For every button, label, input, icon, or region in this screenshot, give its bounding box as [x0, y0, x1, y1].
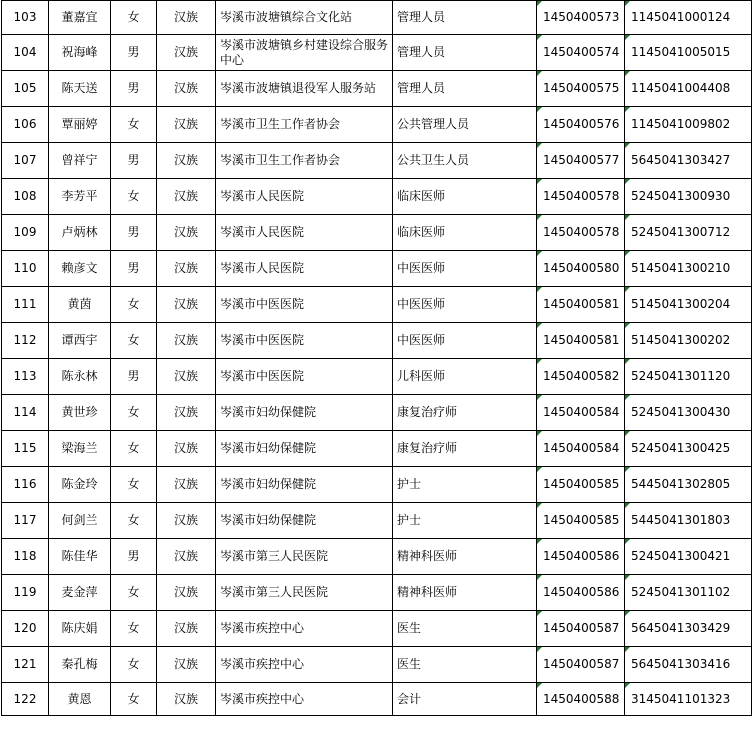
unit-cell: 岑溪市中医医院	[216, 323, 393, 359]
roster-table	[1, 0, 752, 716]
ethnicity-cell: 汉族	[157, 359, 216, 395]
name-cell: 秦孔梅	[49, 647, 111, 683]
ethnicity-cell: 汉族	[157, 503, 216, 539]
gender-cell: 女	[111, 467, 157, 503]
position-code-cell: 1450400581	[537, 287, 625, 323]
position-cell: 临床医师	[393, 179, 537, 215]
exam-id-cell: 5645041303429	[625, 611, 752, 647]
unit-cell: 岑溪市妇幼保健院	[216, 467, 393, 503]
ethnicity-cell: 汉族	[157, 179, 216, 215]
position-code-cell: 1450400584	[537, 431, 625, 467]
table-row	[2, 35, 752, 71]
name-cell: 覃丽婷	[49, 107, 111, 143]
ethnicity-cell: 汉族	[157, 251, 216, 287]
exam-id-cell: 1145041000124	[625, 1, 752, 35]
gender-cell: 女	[111, 179, 157, 215]
ethnicity-cell: 汉族	[157, 323, 216, 359]
ethnicity-cell: 汉族	[157, 1, 216, 35]
name-cell: 卢炳林	[49, 215, 111, 251]
table-row	[2, 179, 752, 215]
gender-cell: 女	[111, 503, 157, 539]
table-row	[2, 503, 752, 539]
table-row	[2, 575, 752, 611]
name-cell: 陈永林	[49, 359, 111, 395]
ethnicity-cell: 汉族	[157, 143, 216, 179]
ethnicity-cell: 汉族	[157, 395, 216, 431]
table-row	[2, 611, 752, 647]
table-row	[2, 431, 752, 467]
exam-id-cell: 1145041009802	[625, 107, 752, 143]
name-cell: 麦金萍	[49, 575, 111, 611]
ethnicity-cell: 汉族	[157, 215, 216, 251]
row-number-cell: 122	[2, 683, 49, 716]
position-code-cell: 1450400587	[537, 647, 625, 683]
position-cell: 护士	[393, 467, 537, 503]
unit-cell: 岑溪市波塘镇综合文化站	[216, 1, 393, 35]
position-cell: 康复治疗师	[393, 395, 537, 431]
exam-id-cell: 5145041300204	[625, 287, 752, 323]
table-row	[2, 539, 752, 575]
exam-id-cell: 5645041303427	[625, 143, 752, 179]
table-row	[2, 647, 752, 683]
exam-id-cell: 5145041300210	[625, 251, 752, 287]
gender-cell: 女	[111, 323, 157, 359]
row-number-cell: 105	[2, 71, 49, 107]
gender-cell: 女	[111, 683, 157, 716]
position-cell: 中医医师	[393, 287, 537, 323]
position-cell: 管理人员	[393, 1, 537, 35]
gender-cell: 女	[111, 1, 157, 35]
position-code-cell: 1450400585	[537, 467, 625, 503]
ethnicity-cell: 汉族	[157, 539, 216, 575]
position-code-cell: 1450400578	[537, 215, 625, 251]
position-cell: 会计	[393, 683, 537, 716]
exam-id-cell: 5645041303416	[625, 647, 752, 683]
name-cell: 祝海峰	[49, 35, 111, 71]
position-cell: 公共卫生人员	[393, 143, 537, 179]
position-cell: 精神科医师	[393, 575, 537, 611]
ethnicity-cell: 汉族	[157, 71, 216, 107]
ethnicity-cell: 汉族	[157, 35, 216, 71]
unit-cell: 岑溪市第三人民医院	[216, 539, 393, 575]
exam-id-cell: 5245041300421	[625, 539, 752, 575]
position-cell: 儿科医师	[393, 359, 537, 395]
position-code-cell: 1450400586	[537, 539, 625, 575]
row-number-cell: 119	[2, 575, 49, 611]
position-code-cell: 1450400588	[537, 683, 625, 716]
position-code-cell: 1450400582	[537, 359, 625, 395]
unit-cell: 岑溪市波塘镇退役军人服务站	[216, 71, 393, 107]
unit-cell: 岑溪市疾控中心	[216, 611, 393, 647]
exam-id-cell: 5245041300430	[625, 395, 752, 431]
unit-cell: 岑溪市疾控中心	[216, 647, 393, 683]
row-number-cell: 118	[2, 539, 49, 575]
gender-cell: 男	[111, 359, 157, 395]
unit-cell: 岑溪市中医医院	[216, 359, 393, 395]
gender-cell: 女	[111, 395, 157, 431]
name-cell: 陈佳华	[49, 539, 111, 575]
name-cell: 黄茵	[49, 287, 111, 323]
table-row	[2, 143, 752, 179]
position-code-cell: 1450400580	[537, 251, 625, 287]
unit-cell: 岑溪市妇幼保健院	[216, 503, 393, 539]
unit-cell: 岑溪市人民医院	[216, 251, 393, 287]
position-cell: 精神科医师	[393, 539, 537, 575]
unit-cell: 岑溪市人民医院	[216, 179, 393, 215]
exam-id-cell: 5245041301102	[625, 575, 752, 611]
position-cell: 中医医师	[393, 323, 537, 359]
position-cell: 康复治疗师	[393, 431, 537, 467]
exam-id-cell: 5245041300930	[625, 179, 752, 215]
gender-cell: 男	[111, 251, 157, 287]
row-number-cell: 116	[2, 467, 49, 503]
position-cell: 护士	[393, 503, 537, 539]
gender-cell: 女	[111, 647, 157, 683]
position-code-cell: 1450400587	[537, 611, 625, 647]
position-code-cell: 1450400575	[537, 71, 625, 107]
name-cell: 黄世珍	[49, 395, 111, 431]
row-number-cell: 108	[2, 179, 49, 215]
unit-cell: 岑溪市卫生工作者协会	[216, 107, 393, 143]
ethnicity-cell: 汉族	[157, 107, 216, 143]
row-number-cell: 117	[2, 503, 49, 539]
ethnicity-cell: 汉族	[157, 575, 216, 611]
gender-cell: 女	[111, 575, 157, 611]
unit-cell: 岑溪市卫生工作者协会	[216, 143, 393, 179]
ethnicity-cell: 汉族	[157, 611, 216, 647]
table-row	[2, 1, 752, 35]
position-code-cell: 1450400577	[537, 143, 625, 179]
position-code-cell: 1450400576	[537, 107, 625, 143]
position-cell: 医生	[393, 611, 537, 647]
row-number-cell: 103	[2, 1, 49, 35]
gender-cell: 男	[111, 143, 157, 179]
position-code-cell: 1450400573	[537, 1, 625, 35]
exam-id-cell: 5245041300712	[625, 215, 752, 251]
table-row	[2, 287, 752, 323]
row-number-cell: 111	[2, 287, 49, 323]
gender-cell: 男	[111, 539, 157, 575]
exam-id-cell: 1145041004408	[625, 71, 752, 107]
ethnicity-cell: 汉族	[157, 467, 216, 503]
row-number-cell: 106	[2, 107, 49, 143]
ethnicity-cell: 汉族	[157, 431, 216, 467]
table-row	[2, 251, 752, 287]
table-row	[2, 395, 752, 431]
ethnicity-cell: 汉族	[157, 647, 216, 683]
exam-id-cell: 5145041300202	[625, 323, 752, 359]
exam-id-cell: 5245041301120	[625, 359, 752, 395]
table-row	[2, 359, 752, 395]
row-number-cell: 109	[2, 215, 49, 251]
name-cell: 黄恩	[49, 683, 111, 716]
unit-cell: 岑溪市妇幼保健院	[216, 395, 393, 431]
position-code-cell: 1450400586	[537, 575, 625, 611]
table-row	[2, 467, 752, 503]
unit-cell: 岑溪市妇幼保健院	[216, 431, 393, 467]
name-cell: 何剑兰	[49, 503, 111, 539]
table-row	[2, 71, 752, 107]
row-number-cell: 112	[2, 323, 49, 359]
unit-cell: 岑溪市人民医院	[216, 215, 393, 251]
row-number-cell: 114	[2, 395, 49, 431]
position-cell: 中医医师	[393, 251, 537, 287]
position-cell: 管理人员	[393, 71, 537, 107]
exam-id-cell: 3145041101323	[625, 683, 752, 716]
row-number-cell: 104	[2, 35, 49, 71]
exam-id-cell: 5245041300425	[625, 431, 752, 467]
row-number-cell: 121	[2, 647, 49, 683]
name-cell: 曾祥宁	[49, 143, 111, 179]
position-code-cell: 1450400581	[537, 323, 625, 359]
position-code-cell: 1450400578	[537, 179, 625, 215]
name-cell: 董嘉宜	[49, 1, 111, 35]
position-code-cell: 1450400574	[537, 35, 625, 71]
gender-cell: 女	[111, 107, 157, 143]
gender-cell: 女	[111, 431, 157, 467]
gender-cell: 女	[111, 287, 157, 323]
row-number-cell: 113	[2, 359, 49, 395]
exam-id-cell: 5445041302805	[625, 467, 752, 503]
table-row	[2, 683, 752, 716]
ethnicity-cell: 汉族	[157, 683, 216, 716]
position-cell: 临床医师	[393, 215, 537, 251]
gender-cell: 女	[111, 611, 157, 647]
unit-cell: 岑溪市疾控中心	[216, 683, 393, 716]
unit-cell: 岑溪市第三人民医院	[216, 575, 393, 611]
row-number-cell: 120	[2, 611, 49, 647]
name-cell: 谭西宇	[49, 323, 111, 359]
gender-cell: 男	[111, 71, 157, 107]
gender-cell: 男	[111, 215, 157, 251]
row-number-cell: 110	[2, 251, 49, 287]
ethnicity-cell: 汉族	[157, 287, 216, 323]
table-row	[2, 107, 752, 143]
name-cell: 陈庆娟	[49, 611, 111, 647]
name-cell: 陈天送	[49, 71, 111, 107]
position-cell: 医生	[393, 647, 537, 683]
row-number-cell: 107	[2, 143, 49, 179]
exam-id-cell: 5445041301803	[625, 503, 752, 539]
unit-cell: 岑溪市中医医院	[216, 287, 393, 323]
name-cell: 陈金玲	[49, 467, 111, 503]
position-code-cell: 1450400585	[537, 503, 625, 539]
gender-cell: 男	[111, 35, 157, 71]
table-row	[2, 215, 752, 251]
table-row	[2, 323, 752, 359]
name-cell: 梁海兰	[49, 431, 111, 467]
exam-id-cell: 1145041005015	[625, 35, 752, 71]
unit-cell: 岑溪市波塘镇乡村建设综合服务中心	[216, 35, 393, 71]
name-cell: 赖彦文	[49, 251, 111, 287]
name-cell: 李芳平	[49, 179, 111, 215]
position-code-cell: 1450400584	[537, 395, 625, 431]
table-body	[2, 1, 752, 716]
position-cell: 管理人员	[393, 35, 537, 71]
row-number-cell: 115	[2, 431, 49, 467]
position-cell: 公共管理人员	[393, 107, 537, 143]
